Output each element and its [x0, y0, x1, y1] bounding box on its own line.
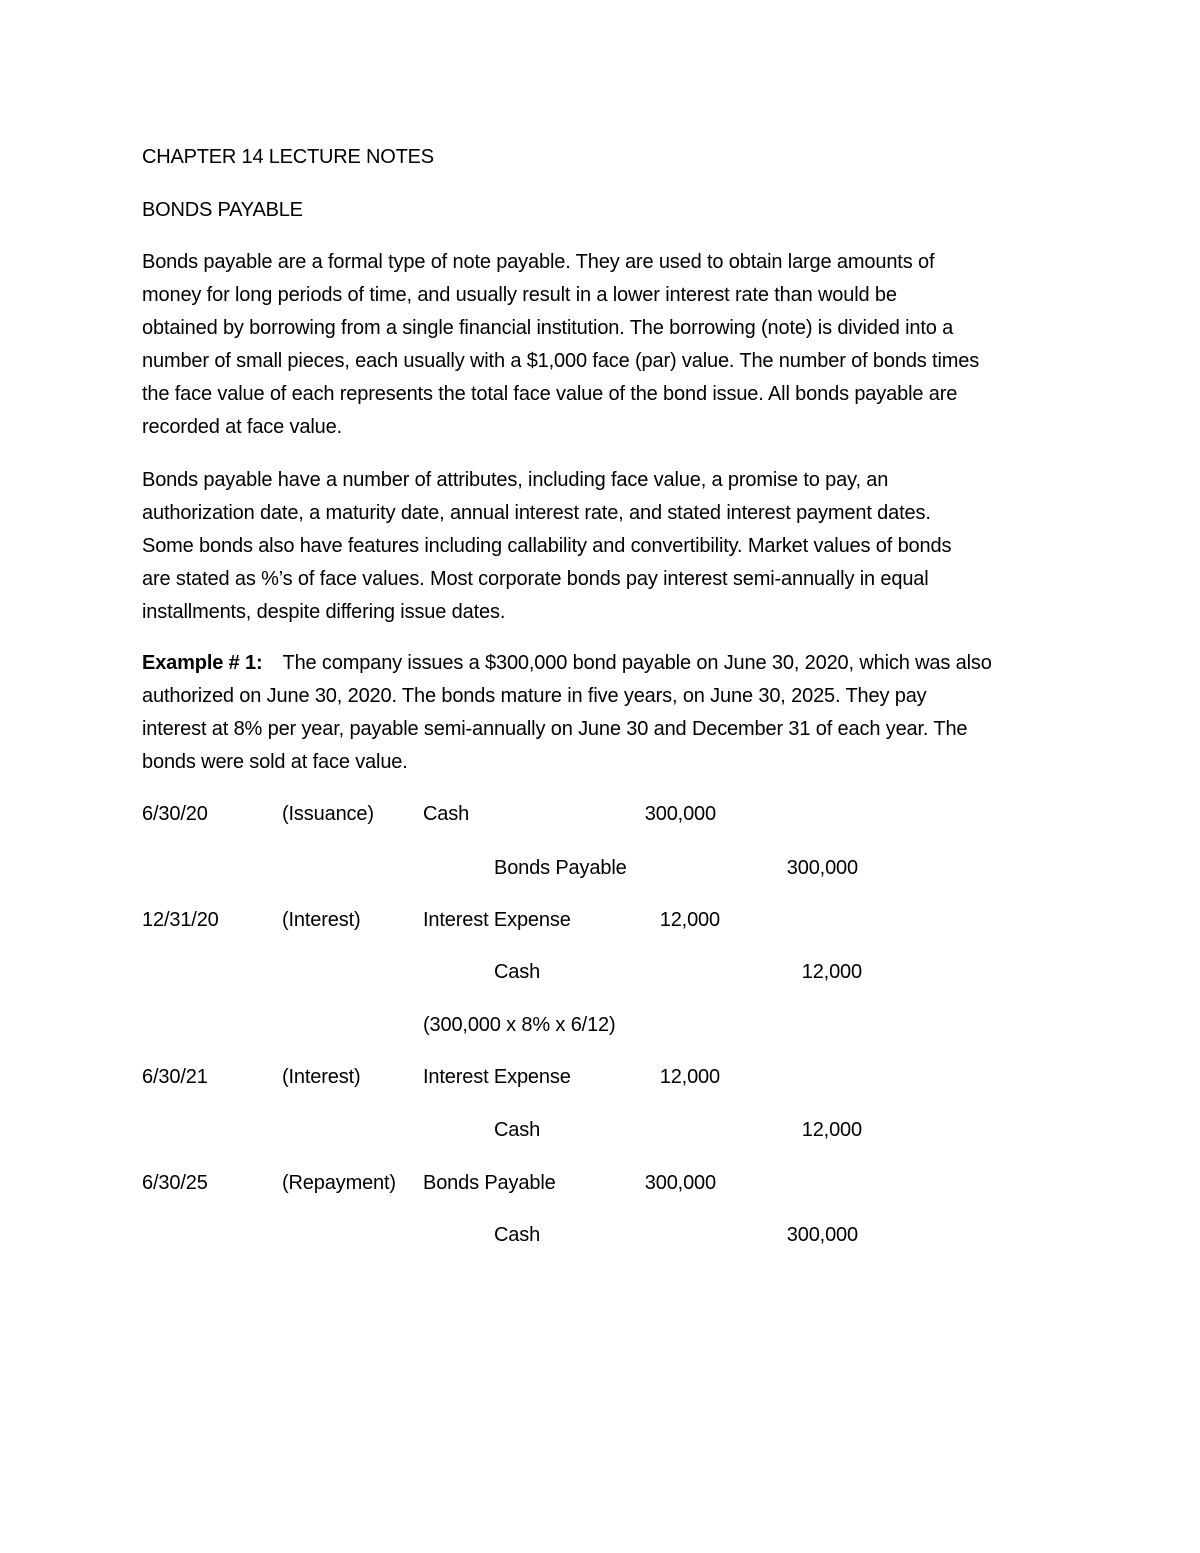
credit-amount: 12,000 — [801, 1119, 862, 1141]
credit-account: Bonds Payable — [494, 857, 627, 879]
example-label: Example # 1: — [142, 652, 263, 674]
entry-description: (Interest) — [282, 909, 361, 931]
entry-date: 6/30/20 — [142, 803, 208, 825]
credit-amount: 12,000 — [801, 961, 862, 983]
credit-amount: 300,000 — [786, 857, 858, 879]
credit-account: Cash — [494, 1119, 541, 1141]
credit-account: Cash — [494, 961, 541, 983]
debit-account: Bonds Payable — [423, 1172, 556, 1194]
entry-description: (Repayment) — [282, 1172, 396, 1194]
paragraph-line: interest at 8% per year, payable semi-annually on June 30 and December 31 of each year. The — [142, 718, 968, 740]
attributes-paragraph — [142, 464, 1052, 629]
debit-amount: 300,000 — [644, 803, 716, 825]
debit-amount: 12,000 — [659, 1066, 720, 1088]
paragraph-line: authorized on June 30, 2020. The bonds mature in five years, on June 30, 2025. They pay — [142, 685, 927, 707]
debit-amount: 300,000 — [644, 1172, 716, 1194]
entry-date: 6/30/25 — [142, 1172, 208, 1194]
section-title: BONDS PAYABLE — [142, 199, 303, 221]
example-first-line — [142, 647, 1052, 680]
debit-account: Interest Expense — [423, 1066, 571, 1088]
paragraph-line: number of small pieces, each usually with a $1,000 face (par) value. The number of bonds times — [142, 350, 980, 372]
paragraph-line: authorization date, a maturity date, annual interest rate, and stated interest payment dates. — [142, 502, 931, 524]
journal-debit-row — [0, 1170, 1200, 1196]
paragraph-line: money for long periods of time, and usually result in a lower interest rate than would be — [142, 284, 897, 306]
paragraph-line: Bonds payable are a formal type of note payable. They are used to obtain large amounts of — [142, 251, 935, 273]
paragraph-line: the face value of each represents the total face value of the bond issue. All bonds payable are — [142, 383, 958, 405]
paragraph-line: obtained by borrowing from a single financial institution. The borrowing (note) is divided into a — [142, 317, 954, 339]
debit-amount: 12,000 — [659, 909, 720, 931]
example-paragraph — [142, 647, 1052, 779]
paragraph-line: installments, despite differing issue dates. — [142, 601, 506, 623]
paragraph-line: are stated as %’s of face values. Most corporate bonds pay interest semi-annually in equal — [142, 568, 929, 590]
credit-account: Cash — [494, 1224, 541, 1246]
entry-description: (Issuance) — [282, 803, 374, 825]
paragraph-line: recorded at face value. — [142, 416, 343, 438]
journal-credit-row — [0, 1222, 1200, 1248]
debit-account: Interest Expense — [423, 909, 571, 931]
journal-debit-row — [0, 801, 1200, 827]
credit-amount: 300,000 — [786, 1224, 858, 1246]
journal-note-row — [0, 1012, 1200, 1038]
calculation-note: (300,000 x 8% x 6/12) — [423, 1014, 616, 1036]
debit-account: Cash — [423, 803, 470, 825]
paragraph-line: bonds were sold at face value. — [142, 751, 408, 773]
entry-date: 12/31/20 — [142, 909, 219, 931]
entry-description: (Interest) — [282, 1066, 361, 1088]
chapter-title: CHAPTER 14 LECTURE NOTES — [142, 146, 434, 168]
journal-credit-row — [0, 959, 1200, 985]
entry-date: 6/30/21 — [142, 1066, 208, 1088]
journal-credit-row — [0, 855, 1200, 881]
example-line-text: The company issues a $300,000 bond payable on June 30, 2020, which was also — [282, 652, 992, 674]
paragraph-line: Some bonds also have features including callability and convertibility. Market values of bonds — [142, 535, 952, 557]
paragraph-line: Bonds payable have a number of attributes, including face value, a promise to pay, an — [142, 469, 889, 491]
journal-debit-row — [0, 907, 1200, 933]
intro-paragraph — [142, 246, 1052, 444]
journal-debit-row — [0, 1064, 1200, 1090]
journal-credit-row — [0, 1117, 1200, 1143]
